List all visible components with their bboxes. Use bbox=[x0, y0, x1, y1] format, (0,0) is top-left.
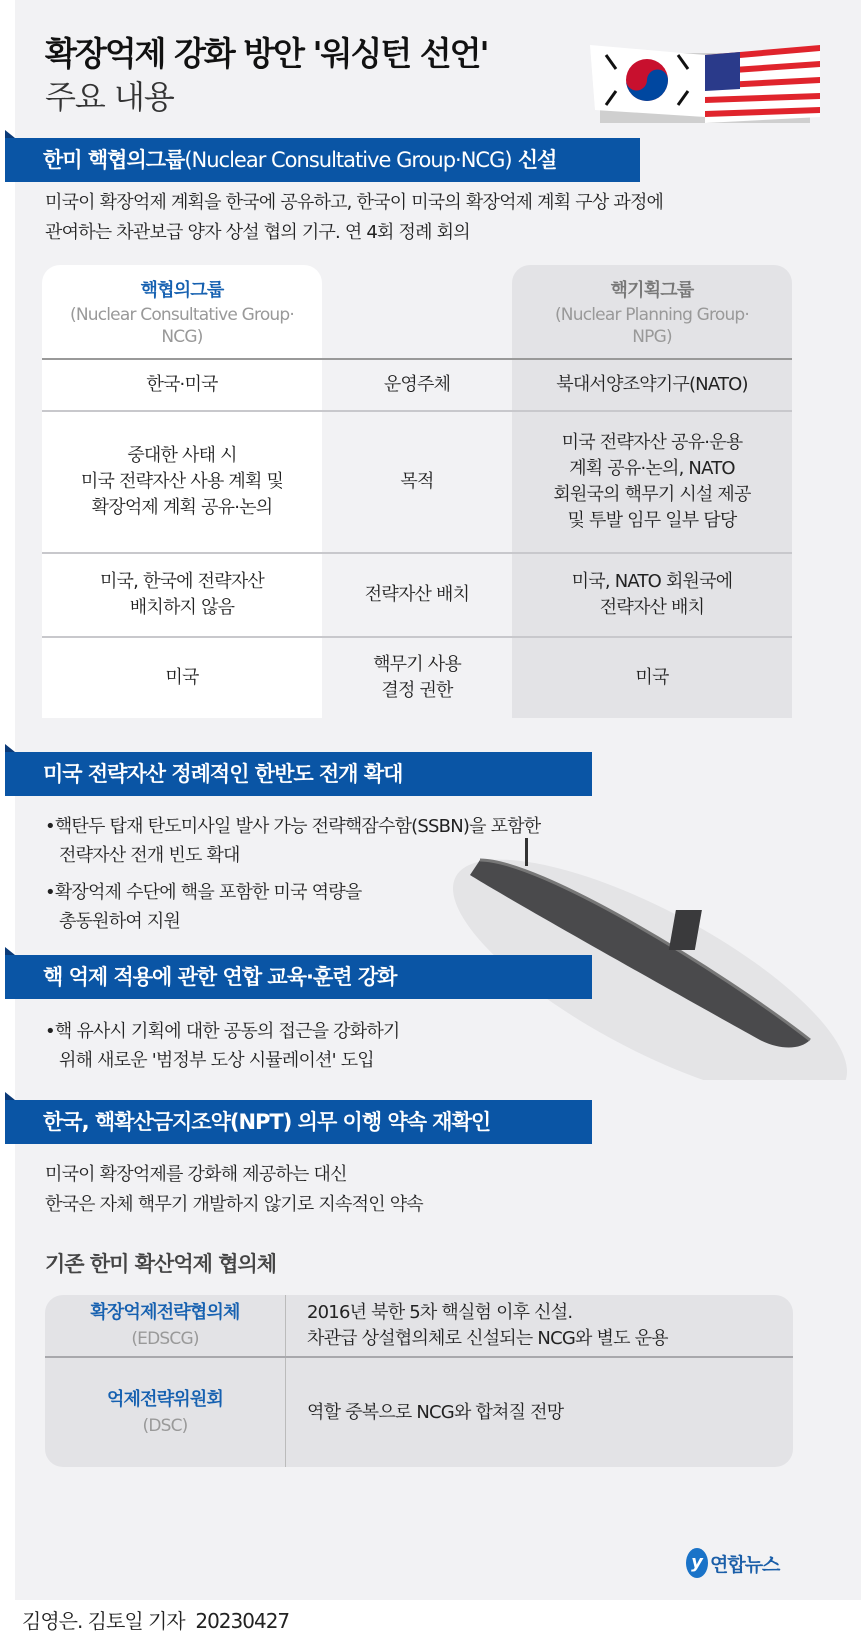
heading-light: (Nuclear Consultative Group·NCG) bbox=[184, 148, 512, 172]
credit bbox=[22, 1605, 289, 1634]
row3-ncg: 미국, 한국에 전략자산 배치하지 않음 bbox=[99, 571, 265, 618]
ncg-header: 핵협의그룹 bbox=[140, 280, 224, 301]
desc-line: 미국이 확장억제 계획을 한국에 공유하고, 한국이 미국의 확장억제 계획 구상 과정에 bbox=[45, 192, 664, 213]
row1-label: 운영주체 bbox=[383, 374, 451, 395]
body-name: 억제전략위원회 bbox=[106, 1388, 224, 1410]
npt-description bbox=[45, 1160, 423, 1220]
page-subtitle: 주요 내용 bbox=[45, 78, 174, 116]
body-desc: 2016년 북한 5차 핵실험 이후 신설. 차관급 상설협의체로 신설되는 NCG와 별도 운용 bbox=[307, 1302, 668, 1349]
existing-bodies-table bbox=[45, 1295, 793, 1467]
row2-label: 목적 bbox=[400, 471, 434, 492]
credit-authors: 김영은. 김토일 기자 bbox=[22, 1609, 185, 1633]
section-heading-ncg bbox=[5, 138, 640, 182]
bullet-item: •확장억제 수단에 핵을 포함한 미국 역량을 총동원하여 지원 bbox=[45, 882, 362, 932]
row4-label: 핵무기 사용 결정 권한 bbox=[373, 654, 461, 701]
body-name: 확장억제전략협의체 bbox=[90, 1302, 240, 1323]
row4-npg: 미국 bbox=[635, 667, 669, 688]
body-abbr: (EDSCG) bbox=[131, 1329, 199, 1349]
desc-line: 관여하는 차관보급 양자 상설 협의 기구. 연 4회 정례 회의 bbox=[45, 222, 470, 243]
section-heading-npt: 한국, 핵확산금지조약(NPT) 의무 이행 약속 재확인 bbox=[5, 1100, 592, 1144]
npg-subheader: (Nuclear Planning Group· NPG) bbox=[554, 305, 750, 347]
row2-ncg: 중대한 사태 시 미국 전략자산 사용 계획 및 확장억제 계획 공유·논의 bbox=[80, 445, 284, 518]
flags-illustration bbox=[590, 25, 840, 125]
row1-ncg: 한국·미국 bbox=[146, 374, 218, 395]
training-bullets bbox=[45, 1017, 565, 1075]
bullet-item: •핵탄두 탑재 탄도미사일 발사 가능 전략핵잠수함(SSBN)을 포함한 전략자산 전개 빈도 확대 bbox=[45, 816, 541, 866]
row2-npg: 미국 전략자산 공유·운용 계획 공유·논의, NATO 회원국의 핵무기 시설 제공 및 투발 임무 일부 담당 bbox=[553, 432, 751, 531]
npg-header: 핵기획그룹 bbox=[610, 280, 694, 301]
strategic-assets-bullets bbox=[45, 812, 685, 936]
ncg-description bbox=[45, 188, 663, 248]
ncg-subheader: (Nuclear Consultative Group· NCG) bbox=[69, 305, 295, 347]
row1-npg: 북대서양조약기구(NATO) bbox=[556, 374, 748, 395]
existing-bodies-title: 기존 한미 확산억제 협의체 bbox=[45, 1252, 277, 1276]
credit-date: 20230427 bbox=[195, 1609, 290, 1633]
row3-label: 전략자산 배치 bbox=[364, 584, 470, 605]
row3-npg: 미국, NATO 회원국에 전략자산 배치 bbox=[571, 571, 733, 618]
bullet-item: •핵 유사시 기획에 대한 공동의 접근을 강화하기 위해 새로운 '범정부 도상 시뮬레이션' 도입 bbox=[45, 1021, 400, 1071]
desc-line: 미국이 확장억제를 강화해 제공하는 대신 bbox=[45, 1164, 347, 1185]
section-heading-training: 핵 억제 적용에 관한 연합 교육·훈련 강화 bbox=[5, 955, 592, 999]
yonhap-logo-text: 연합뉴스 bbox=[710, 1553, 780, 1576]
section-heading-strategic-assets: 미국 전략자산 정례적인 한반도 전개 확대 bbox=[5, 752, 592, 796]
body-desc: 역할 중복으로 NCG와 합쳐질 전망 bbox=[307, 1401, 564, 1423]
heading-tail: 신설 bbox=[511, 148, 557, 172]
page-title: 확장억제 강화 방안 '워싱턴 선언' bbox=[45, 34, 488, 73]
desc-line: 한국은 자체 핵무기 개발하지 않기로 지속적인 약속 bbox=[45, 1194, 423, 1215]
yonhap-logo-icon: y bbox=[686, 1548, 708, 1578]
body-abbr: (DSC) bbox=[142, 1415, 188, 1436]
divider bbox=[285, 1295, 286, 1467]
heading-bold: 한미 핵협의그룹 bbox=[43, 148, 185, 172]
row4-ncg: 미국 bbox=[165, 667, 199, 688]
yonhap-logo bbox=[686, 1548, 779, 1578]
